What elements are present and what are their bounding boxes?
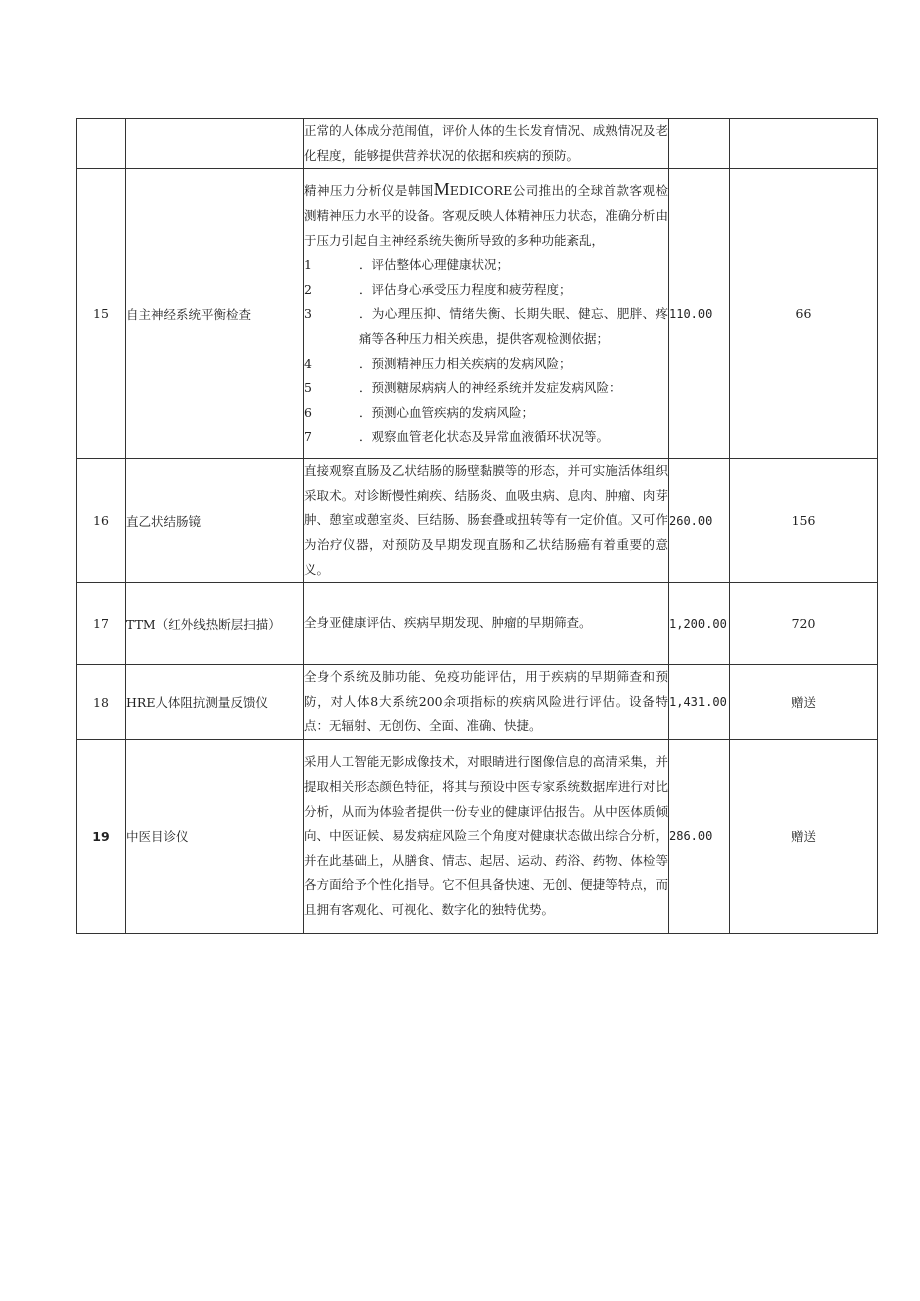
table-row	[77, 665, 878, 740]
item-description: 全身个系统及肺功能、免疫功能评估，用于疾病的早期筛查和预防，对人体8大系统200余项指标的疾病风险进行评估。设备特点：无辐射、无创伤、全面、准确、快捷。	[304, 665, 669, 740]
brand-initial: M	[433, 179, 450, 200]
row-number: 17	[77, 583, 126, 665]
item-extra: 156	[730, 459, 878, 583]
list-item: 2 ．评估身心承受压力程度和疲劳程度；	[304, 281, 572, 297]
item-description: 采用人工智能无影成像技术，对眼睛进行图像信息的高清采集，并提取相关形态颜色特征，将其与预设中医专家系统数据库进行对比分析，从而为体验者提供一份专业的健康评估报告。从中医体质倾向、中医证候、易发病症风险三个角度对健康状态做出综合分析，并在此基础上，从膳食、情志、起居、运动、药浴、药物、体检等各方面给予个性化指导。它不但具备快速、无创、便捷等特点，而且拥有客观化、可视化、数字化的独特优势。	[304, 739, 669, 933]
list-item: 4 ．预测精神压力相关疾病的发病风险；	[304, 355, 572, 371]
item-price: 1,200.00	[669, 583, 730, 665]
item-name	[126, 119, 304, 169]
row-number: 19	[77, 739, 126, 933]
desc-intro: 精神压力分析仪是韩国	[304, 183, 434, 199]
row-number: 16	[77, 459, 126, 583]
item-price	[669, 119, 730, 169]
item-name: TTM（红外线热断层扫描）	[126, 583, 304, 665]
item-name: HRE人体阻抗测量反馈仪	[126, 665, 304, 740]
list-item: 7 ．观察血管老化状态及异常血液循环状况等。	[304, 429, 610, 445]
price-table	[76, 118, 878, 934]
item-price: 1,431.00	[669, 665, 730, 740]
brand-rest: EDICORE	[449, 183, 513, 199]
item-name: 直乙状结肠镜	[126, 459, 304, 583]
item-name: 自主神经系统平衡检查	[126, 169, 304, 459]
item-price: 110.00	[669, 169, 730, 459]
item-price: 286.00	[669, 739, 730, 933]
table-row	[77, 169, 878, 459]
item-description: 全身亚健康评估、疾病早期发现、肿瘤的早期筛查。	[304, 583, 669, 665]
item-description: 直接观察直肠及乙状结肠的肠壁黏膜等的形态，并可实施活体组织采取术。对诊断慢性痢疾、结肠炎、血吸虫病、息肉、肿瘤、肉芽肿、憩室或憩室炎、巨结肠、肠套叠或扭转等有一定价值。又可作为治疗仪器，对预防及早期发现直肠和乙状结肠癌有着重要的意义。	[304, 459, 669, 583]
row-number	[77, 119, 126, 169]
row-number: 15	[77, 169, 126, 459]
list-item: 6 ．预测心血管疾病的发病风险；	[304, 404, 535, 420]
table-row	[77, 739, 878, 933]
item-extra: 720	[730, 583, 878, 665]
item-description	[304, 169, 669, 459]
list-item: 3 ．为心理压抑、情绪失衡、长期失眠、健忘、肥胖、疼痛等各种压力相关疾患，提供客观检测依据；	[304, 306, 668, 346]
list-item: 1 ．评估整体心理健康状况；	[304, 257, 510, 273]
item-extra: 赠送	[730, 665, 878, 740]
row-number: 18	[77, 665, 126, 740]
item-extra: 赠送	[730, 739, 878, 933]
item-extra	[730, 119, 878, 169]
table-row	[77, 459, 878, 583]
item-description: 正常的人体成分范闱值，评价人体的生长发育情况、成熟情况及老化程度，能够提供营养状况的依据和疾病的预防。	[304, 119, 669, 169]
item-extra: 66	[730, 169, 878, 459]
list-item: 5 ．预测糖尿病病人的神经系统并发症发病风险：	[304, 380, 622, 396]
item-price: 260.00	[669, 459, 730, 583]
table-row	[77, 119, 878, 169]
desc-body: 公司推出的全球首款客观检测精神压力水平的设备。客观反映人体精神压力状态，准确分析由于压力引起自主神经系统失衡所导致的多种功能紊乱，	[304, 183, 668, 248]
table-row	[77, 583, 878, 665]
item-name: 中医目诊仪	[126, 739, 304, 933]
